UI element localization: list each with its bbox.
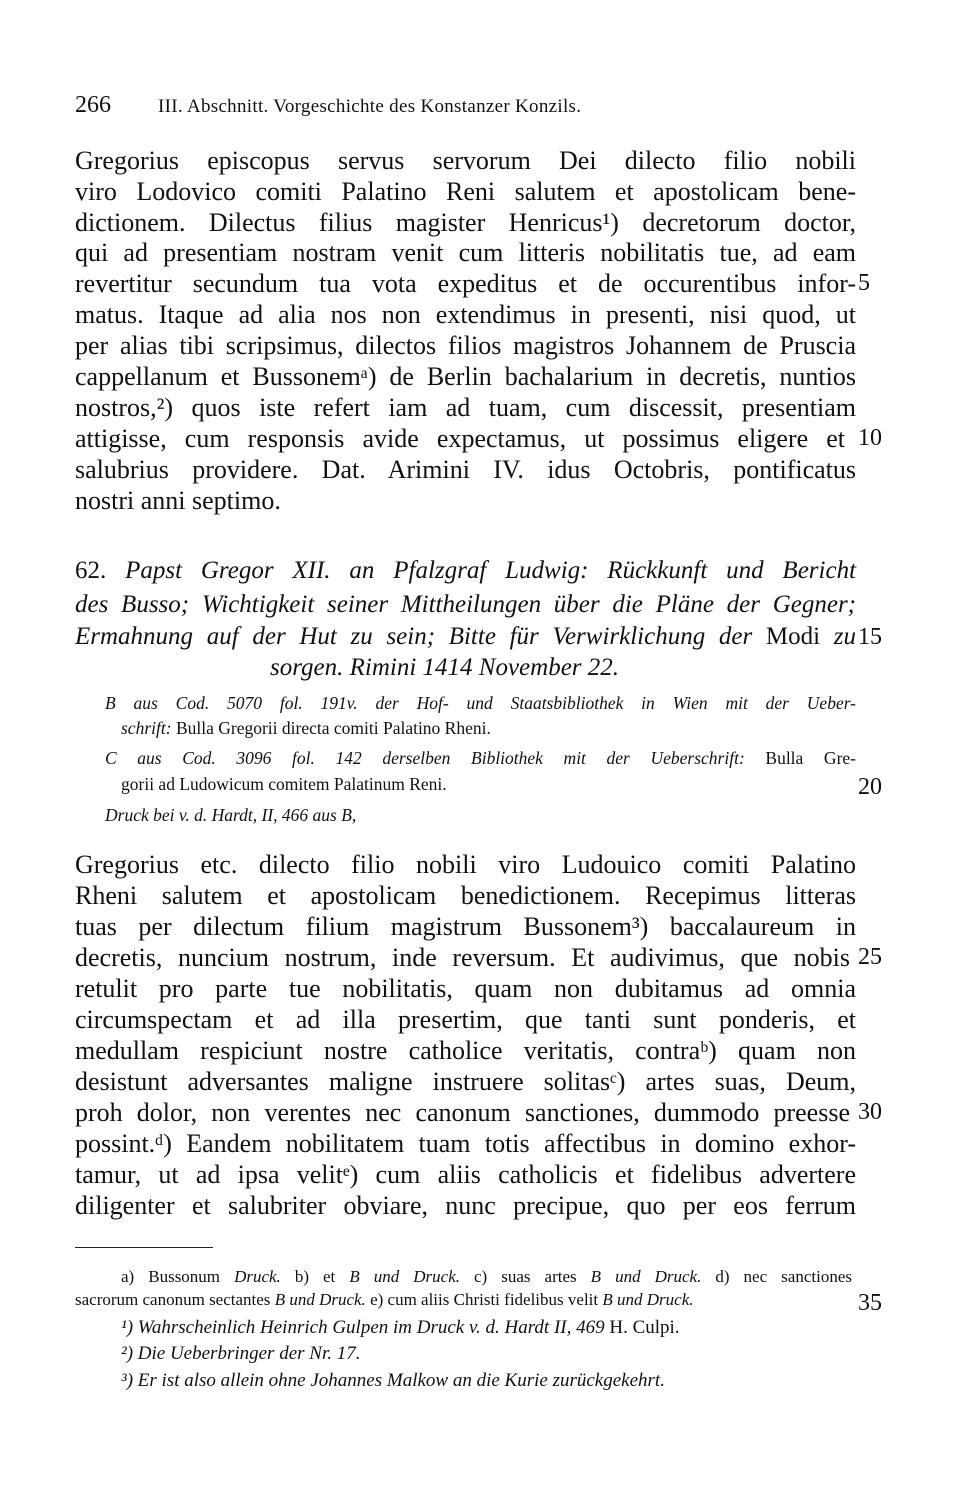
source-note-text: Bulla Gregorii directa comiti Palatino Rheni. [171, 718, 491, 738]
letter-1-line: per alias tibi scripsimus, dilectos filios magistros Johannem de Pruscia [75, 331, 856, 360]
letter-2-line: tamur, ut ad ipsa velitᵉ) cum aliis catholicis et fidelibus advertere [75, 1160, 856, 1189]
line-number: 30 [858, 1099, 882, 1125]
letter-1-line: viro Lodovico comiti Palatino Reni salutem et apostolicam bene- [75, 177, 856, 206]
footnote-text: a) Bussonum [121, 1267, 235, 1286]
source-note-c [105, 748, 856, 769]
footnote-text: b) et [280, 1267, 350, 1286]
source-note-italic: C aus Cod. 3096 fol. 142 derselben Bibliothek mit der Ueberschrift: [105, 748, 745, 768]
footnote-text: e) cum aliis Christi fidelibus velit [365, 1290, 603, 1309]
footnote-text: c) suas artes [459, 1267, 591, 1286]
document-number: 62. [75, 557, 107, 584]
source-note-b-cont [121, 718, 491, 739]
footnote-rule [75, 1247, 213, 1248]
variant-footnote-line [75, 1290, 694, 1310]
footnote-italic: B und Druck. [349, 1267, 460, 1286]
letter-1-line: nostros,²) quos iste refert iam ad tuam, cum discessit, presentiam [75, 393, 856, 422]
letter-2-line: medullam respiciunt nostre catholice veritatis, contraᵇ) quam non [75, 1036, 856, 1065]
letter-1-line: dictionem. Dilectus filius magister Henricus¹) decretorum doctor, [75, 208, 856, 237]
footnote-3: ³) Er ist also allein ohne Johannes Malkow an die Kurie zurückgekehrt. [121, 1370, 665, 1391]
letter-2-line: decretis, nuncium nostrum, inde reversum. Et audivimus, que nobis [75, 943, 850, 972]
source-note-italic: schrift: [121, 718, 172, 738]
source-note-print: Druck bei v. d. Hardt, II, 466 aus B, [105, 805, 357, 825]
letter-2-line: desistunt adversantes maligne instruere solitasᶜ) artes suas, Deum, [75, 1067, 856, 1096]
footnote-text: ¹) Wahrscheinlich Heinrich Gulpen im Druck v. d. Hardt II, 469 [121, 1317, 605, 1338]
heading-line: sorgen. Rimini 1414 November 22. [270, 654, 620, 681]
heading-line [75, 623, 856, 651]
letter-1-line: Gregorius episcopus servus servorum Dei dilecto filio nobili [75, 146, 856, 175]
letter-2-line: Gregorius etc. dilecto filio nobili viro Ludouico comiti Palatino [75, 850, 856, 879]
footnote-italic: B und Druck. [590, 1267, 702, 1286]
page-number: 266 [75, 92, 111, 118]
line-number: 5 [858, 270, 870, 296]
heading-modi: Modi [765, 623, 821, 650]
footnote-1 [121, 1317, 680, 1339]
letter-1-line: matus. Itaque ad alia nos non extendimus in presenti, nisi quod, ut [75, 300, 856, 329]
running-title: III. Abschnitt. Vorgeschichte des Konstanzer Konzils. [158, 96, 582, 117]
letter-1-line: attigisse, cum responsis avide expectamus, ut possimus eligere et [75, 424, 845, 453]
footnote-italic: Druck. [234, 1267, 281, 1286]
footnote-italic: B und Druck. [602, 1290, 694, 1309]
footnote-text: H. Culpi. [604, 1317, 680, 1338]
letter-1-line: cappellanum et Bussonemᵃ) de Berlin bachalarium in decretis, nuntios [75, 362, 856, 391]
source-note-b: B aus Cod. 5070 fol. 191v. der Hof- und Staatsbibliothek in Wien mit der Ueber- [105, 693, 856, 713]
heading-text: Papst Gregor XII. an Pfalzgraf Ludwig: Rückkunft und Bericht [125, 557, 857, 584]
line-number: 35 [858, 1290, 882, 1316]
heading-text: zu [820, 623, 856, 650]
footnote-2: ²) Die Ueberbringer der Nr. 17. [121, 1343, 361, 1364]
heading-text: Ermahnung auf der Hut zu sein; Bitte für Verwirklichung der [75, 623, 766, 650]
footnote-italic: B und Druck. [274, 1290, 366, 1309]
source-note-c-cont: gorii ad Ludowicum comitem Palatinum Reni. [121, 774, 447, 794]
footnote-text: sacrorum canonum sectantes [75, 1290, 275, 1309]
letter-2-line: tuas per dilectum filium magistrum Bussonem³) baccalaureum in [75, 912, 856, 941]
line-number: 15 [858, 624, 882, 650]
letter-2-line: proh dolor, non verentes nec canonum sanctiones, dummodo preesse [75, 1098, 850, 1127]
footnote-text: d) nec sanctiones [701, 1267, 852, 1286]
letter-2-line: diligenter et salubriter obviare, nunc precipue, quo per eos ferrum [75, 1191, 856, 1220]
letter-1-line: revertitur secundum tua vota expeditus et de occurentibus infor- [75, 269, 856, 298]
line-number: 20 [858, 774, 882, 800]
letter-2-line: circumspectam et ad illa presertim, que tanti sunt ponderis, et [75, 1005, 856, 1034]
letter-2-line: possint.ᵈ) Eandem nobilitatem tuam totis affectibus in domino exhor- [75, 1129, 856, 1158]
line-number: 10 [858, 425, 882, 451]
heading-line: des Busso; Wichtigkeit seiner Mittheilungen über die Pläne der Gegner; [75, 591, 856, 618]
letter-2-line: Rheni salutem et apostolicam benedictionem. Recepimus litteras [75, 881, 856, 910]
letter-2-line: retulit pro parte tue nobilitatis, quam non dubitamus ad omnia [75, 974, 856, 1003]
line-number: 25 [858, 944, 882, 970]
letter-1-line: qui ad presentiam nostram venit cum litteris nobilitatis tue, ad eam [75, 238, 856, 267]
letter-1-line: salubrius providere. Dat. Arimini IV. idus Octobris, pontificatus [75, 455, 856, 484]
source-note-text: Bulla Gre- [744, 748, 856, 768]
variant-footnote-line [121, 1267, 852, 1287]
letter-1-line: nostri anni septimo. [75, 486, 281, 515]
heading-line [75, 557, 856, 585]
